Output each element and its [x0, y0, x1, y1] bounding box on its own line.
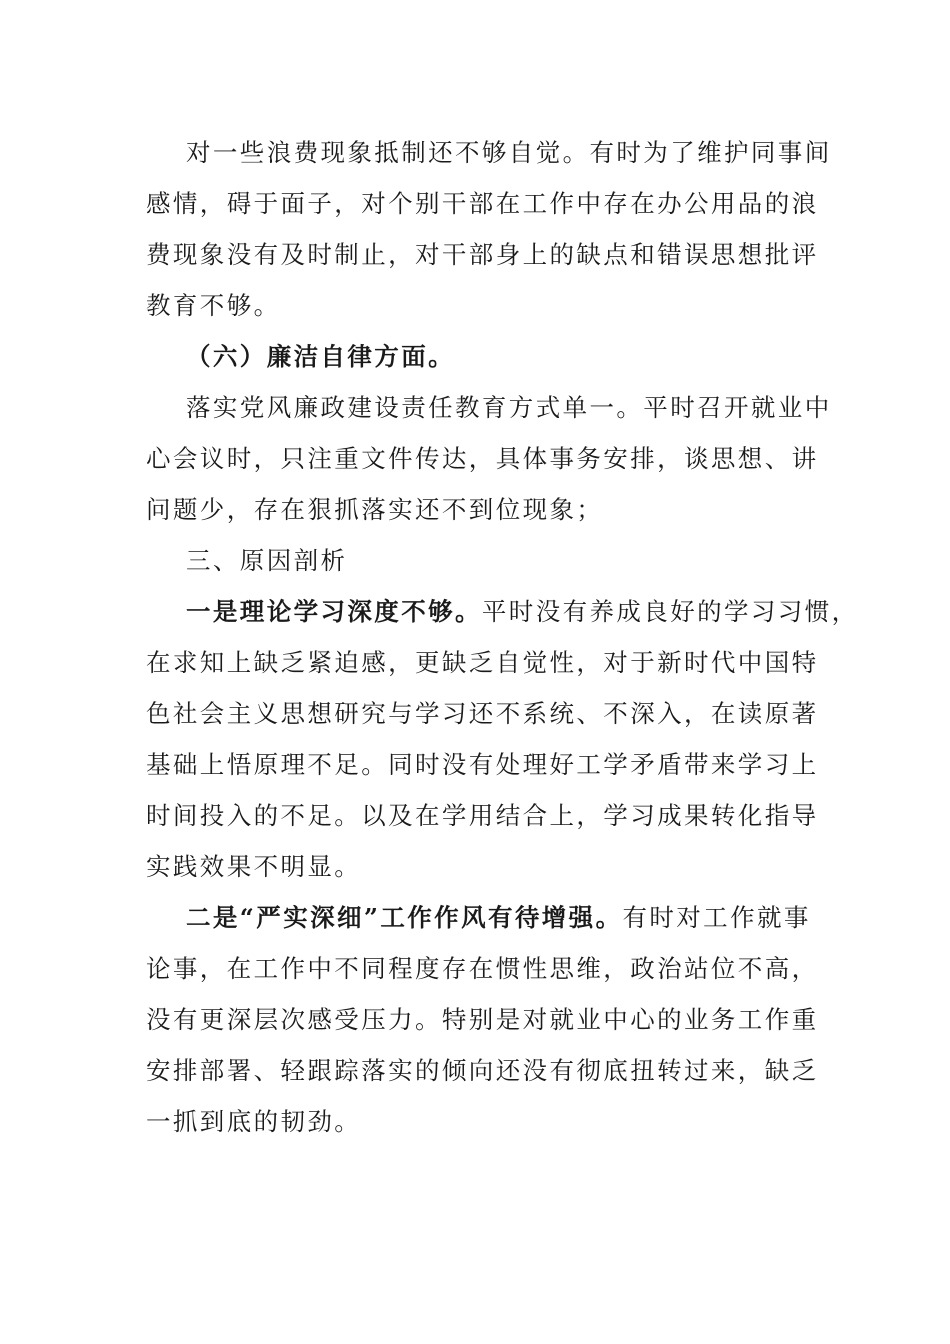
- paragraph-lead-bold: 一是理论学习深度不够。: [186, 597, 482, 626]
- paragraph-line: 在求知上缺乏紧迫感，更缺乏自觉性，对于新时代中国特: [146, 648, 819, 677]
- paragraph-line: 安排部署、轻跟踪落实的倾向还没有彻底扭转过来，缺乏: [146, 1056, 819, 1085]
- paragraph-line: 对一些浪费现象抵制还不够自觉。有时为了维护同事间: [186, 138, 832, 167]
- paragraph-line: 落实党风廉政建设责任教育方式单一。平时召开就业中: [186, 393, 832, 422]
- paragraph-line: 基础上悟原理不足。同时没有处理好工学矛盾带来学习上: [146, 750, 819, 779]
- paragraph-line: 色社会主义思想研究与学习还不系统、不深入，在读原著: [146, 699, 819, 728]
- paragraph-line: 感情，碍于面子，对个别干部在工作中存在办公用品的浪: [146, 189, 819, 218]
- paragraph-lead-rest: 平时没有养成良好的学习习惯，: [481, 597, 859, 626]
- paragraph-line: 费现象没有及时制止，对干部身上的缺点和错误思想批评: [146, 240, 819, 269]
- paragraph-line: [146, 892, 811, 943]
- paragraph-line: 没有更深层次感受压力。特别是对就业中心的业务工作重: [146, 1005, 819, 1034]
- paragraph-line: 论事，在工作中不同程度存在惯性思维，政治站位不高，: [146, 954, 819, 983]
- section-heading: （六）廉洁自律方面。: [186, 342, 455, 371]
- document-body: [146, 127, 859, 1147]
- paragraph-line: 教育不够。: [146, 291, 281, 320]
- paragraph-line: 一抓到底的韧劲。: [146, 1107, 362, 1136]
- paragraph-lead-rest: 有时对工作就事: [622, 903, 811, 932]
- paragraph-lead-bold: 二是“严实深细”工作作风有待增强。: [186, 903, 623, 932]
- paragraph-line: 实践效果不明显。: [146, 852, 362, 881]
- paragraph-line: [146, 586, 859, 637]
- section-heading: 三、原因剖析: [186, 546, 348, 575]
- paragraph-line: 问题少，存在狠抓落实还不到位现象；: [146, 495, 604, 524]
- paragraph-line: 心会议时，只注重文件传达，具体事务安排，谈思想、讲: [146, 444, 819, 473]
- paragraph-line: 时间投入的不足。以及在学用结合上，学习成果转化指导: [146, 801, 819, 830]
